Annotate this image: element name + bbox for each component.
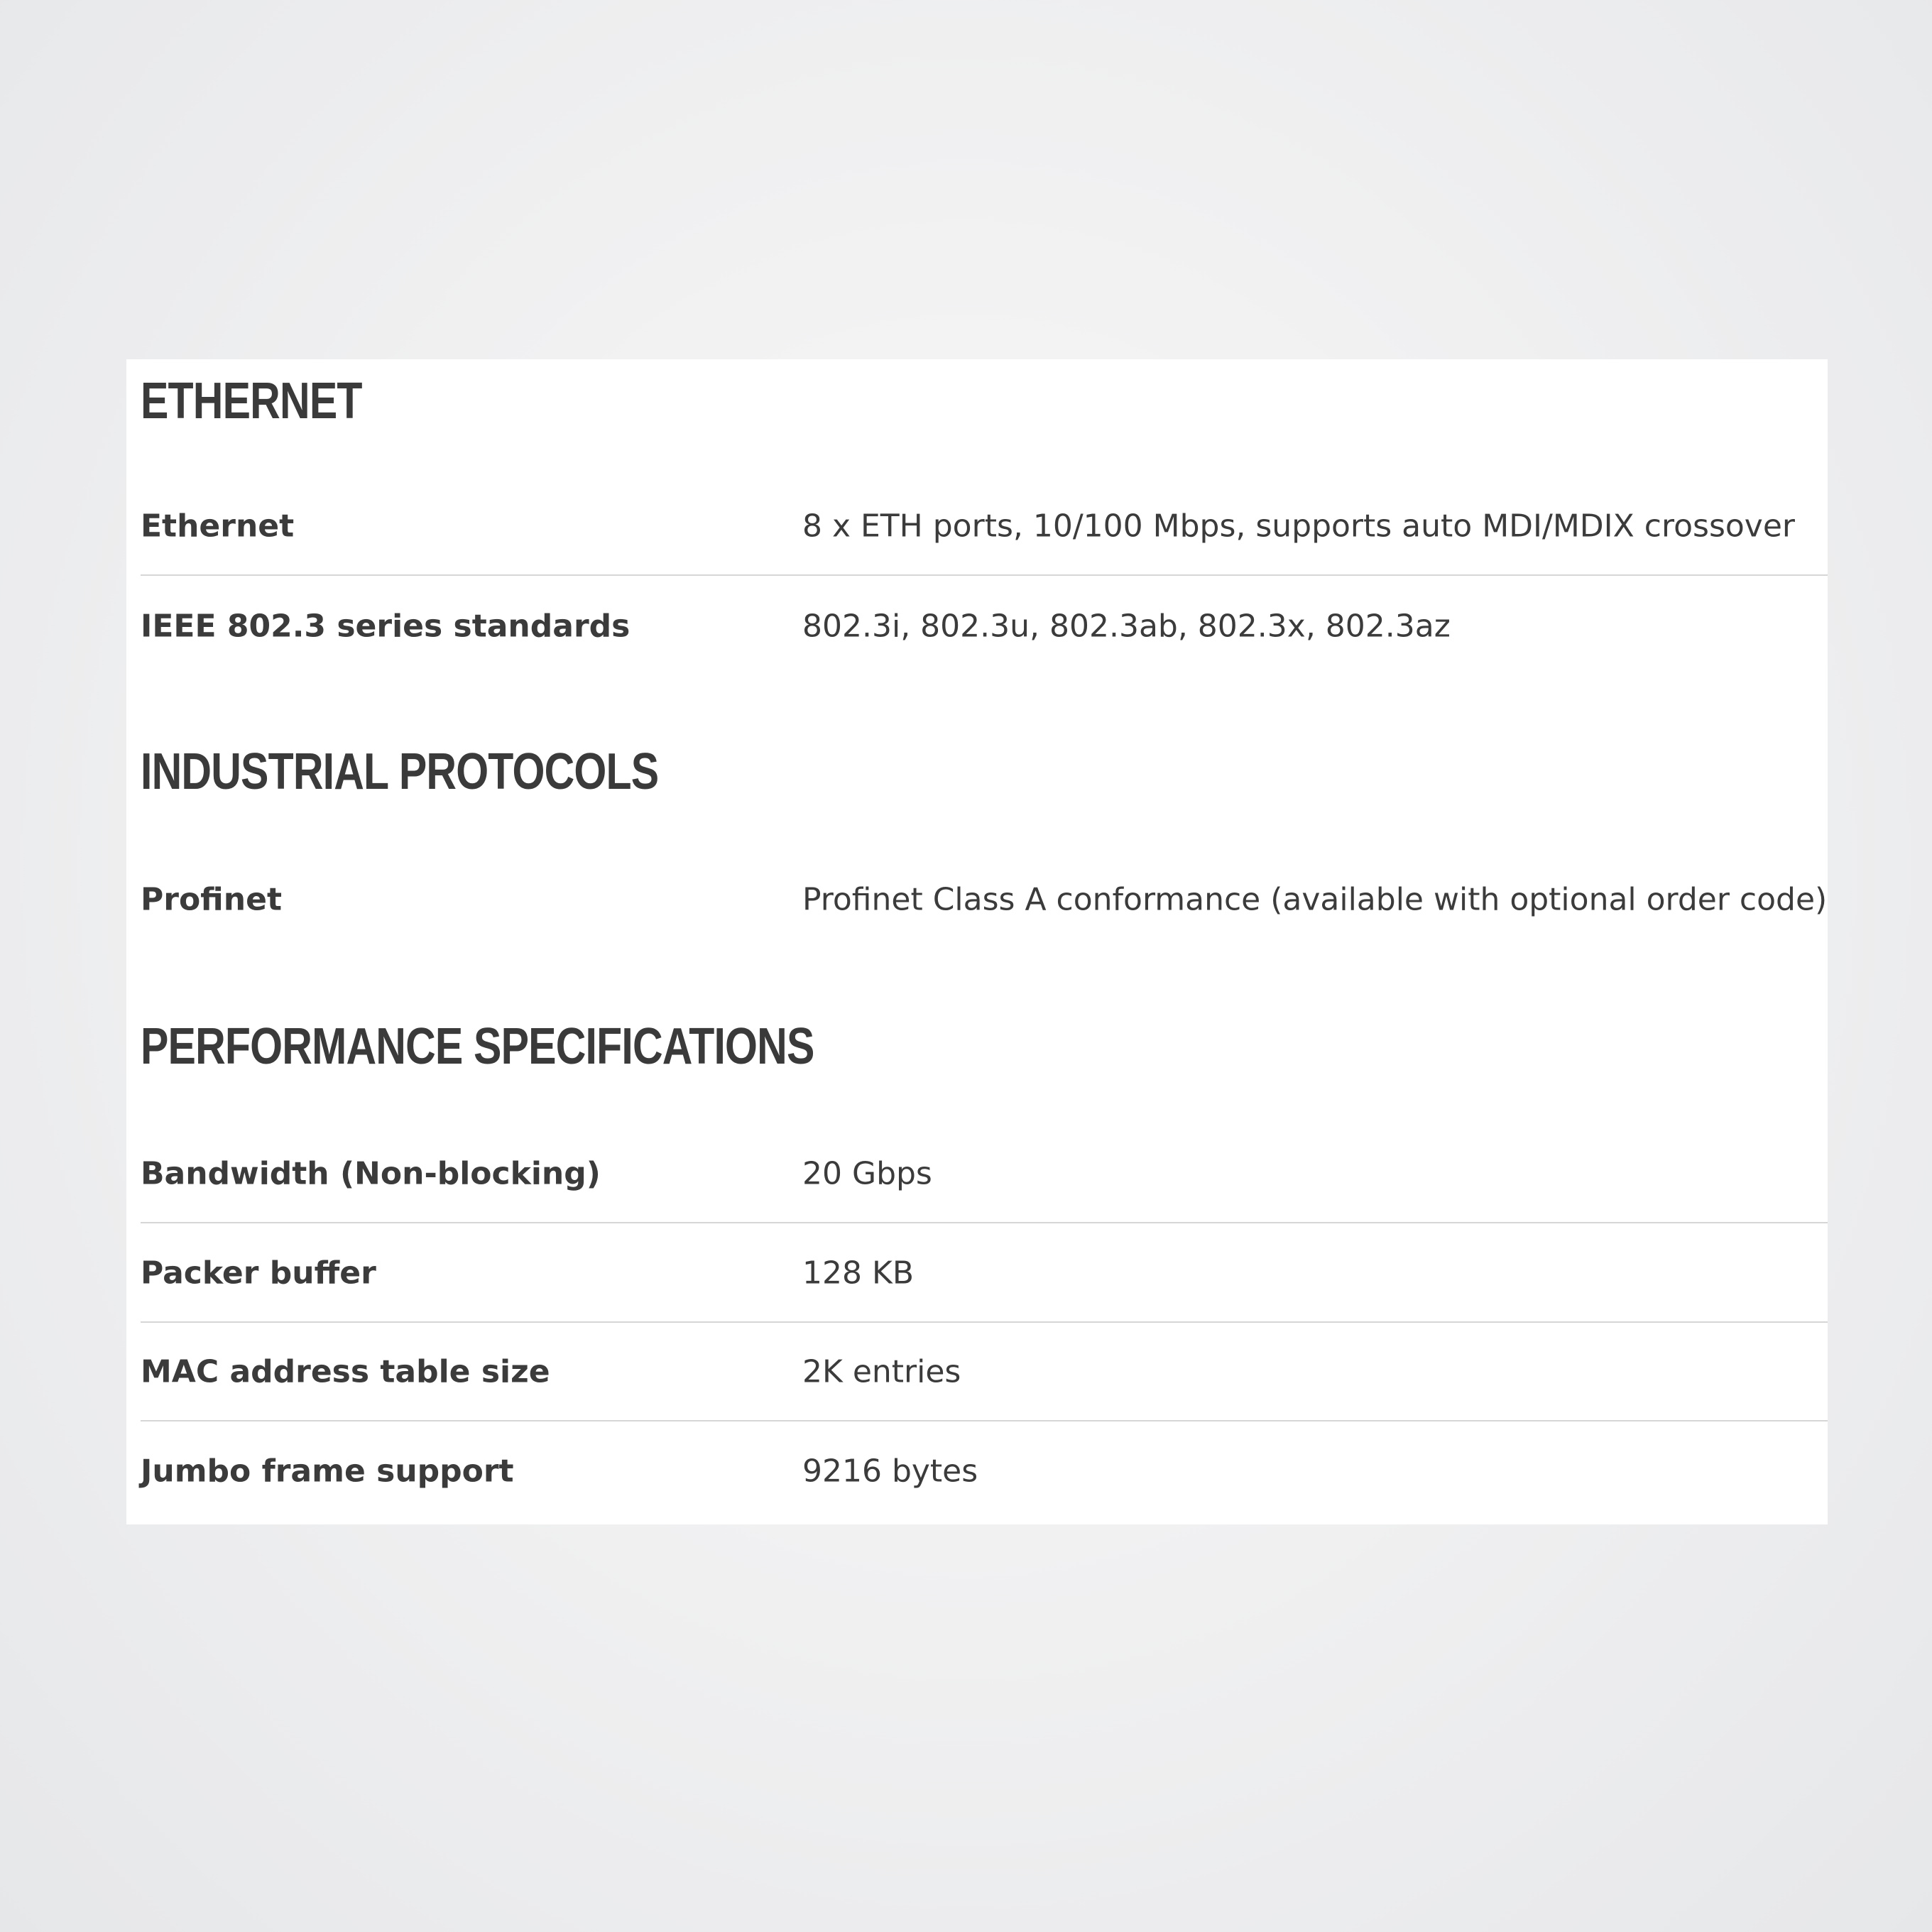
spec-row-jumbo-frame: [141, 1421, 1828, 1520]
spec-label: Jumbo frame support: [141, 1453, 514, 1489]
spec-value: 2K entries: [802, 1353, 961, 1390]
spec-label: Ethernet: [141, 508, 295, 544]
section-heading-ethernet: ETHERNET: [141, 373, 362, 430]
spec-row-profinet: [141, 850, 1828, 949]
spec-row-mac-table: [141, 1323, 1828, 1421]
section-heading-performance: PERFORMANCE SPECIFICATIONS: [141, 1018, 814, 1075]
spec-row-ieee-standards: [141, 577, 1828, 675]
spec-row-bandwidth: [141, 1125, 1828, 1223]
spec-label: Profinet: [141, 881, 282, 917]
spec-card: [126, 359, 1828, 1524]
spec-value: 9216 bytes: [802, 1453, 978, 1489]
spec-value: 802.3i, 802.3u, 802.3ab, 802.3x, 802.3az: [802, 608, 1451, 644]
spec-label: Bandwidth (Non-blocking): [141, 1155, 601, 1191]
spec-value: Profinet Class A conformance (available with optional order code): [802, 881, 1828, 917]
spec-label: MAC address table size: [141, 1353, 550, 1390]
spec-label: Packer buffer: [141, 1255, 376, 1291]
spec-label: IEEE 802.3 series standards: [141, 608, 631, 644]
spec-row-packet-buffer: [141, 1224, 1828, 1323]
spec-row-ethernet: [141, 477, 1828, 576]
spec-value: 8 x ETH ports, 10/100 Mbps, supports auto MDI/MDIX crossover: [802, 508, 1795, 544]
spec-value: 128 KB: [802, 1255, 915, 1291]
spec-value: 20 Gbps: [802, 1155, 932, 1191]
section-heading-industrial-protocols: INDUSTRIAL PROTOCOLS: [141, 743, 659, 800]
